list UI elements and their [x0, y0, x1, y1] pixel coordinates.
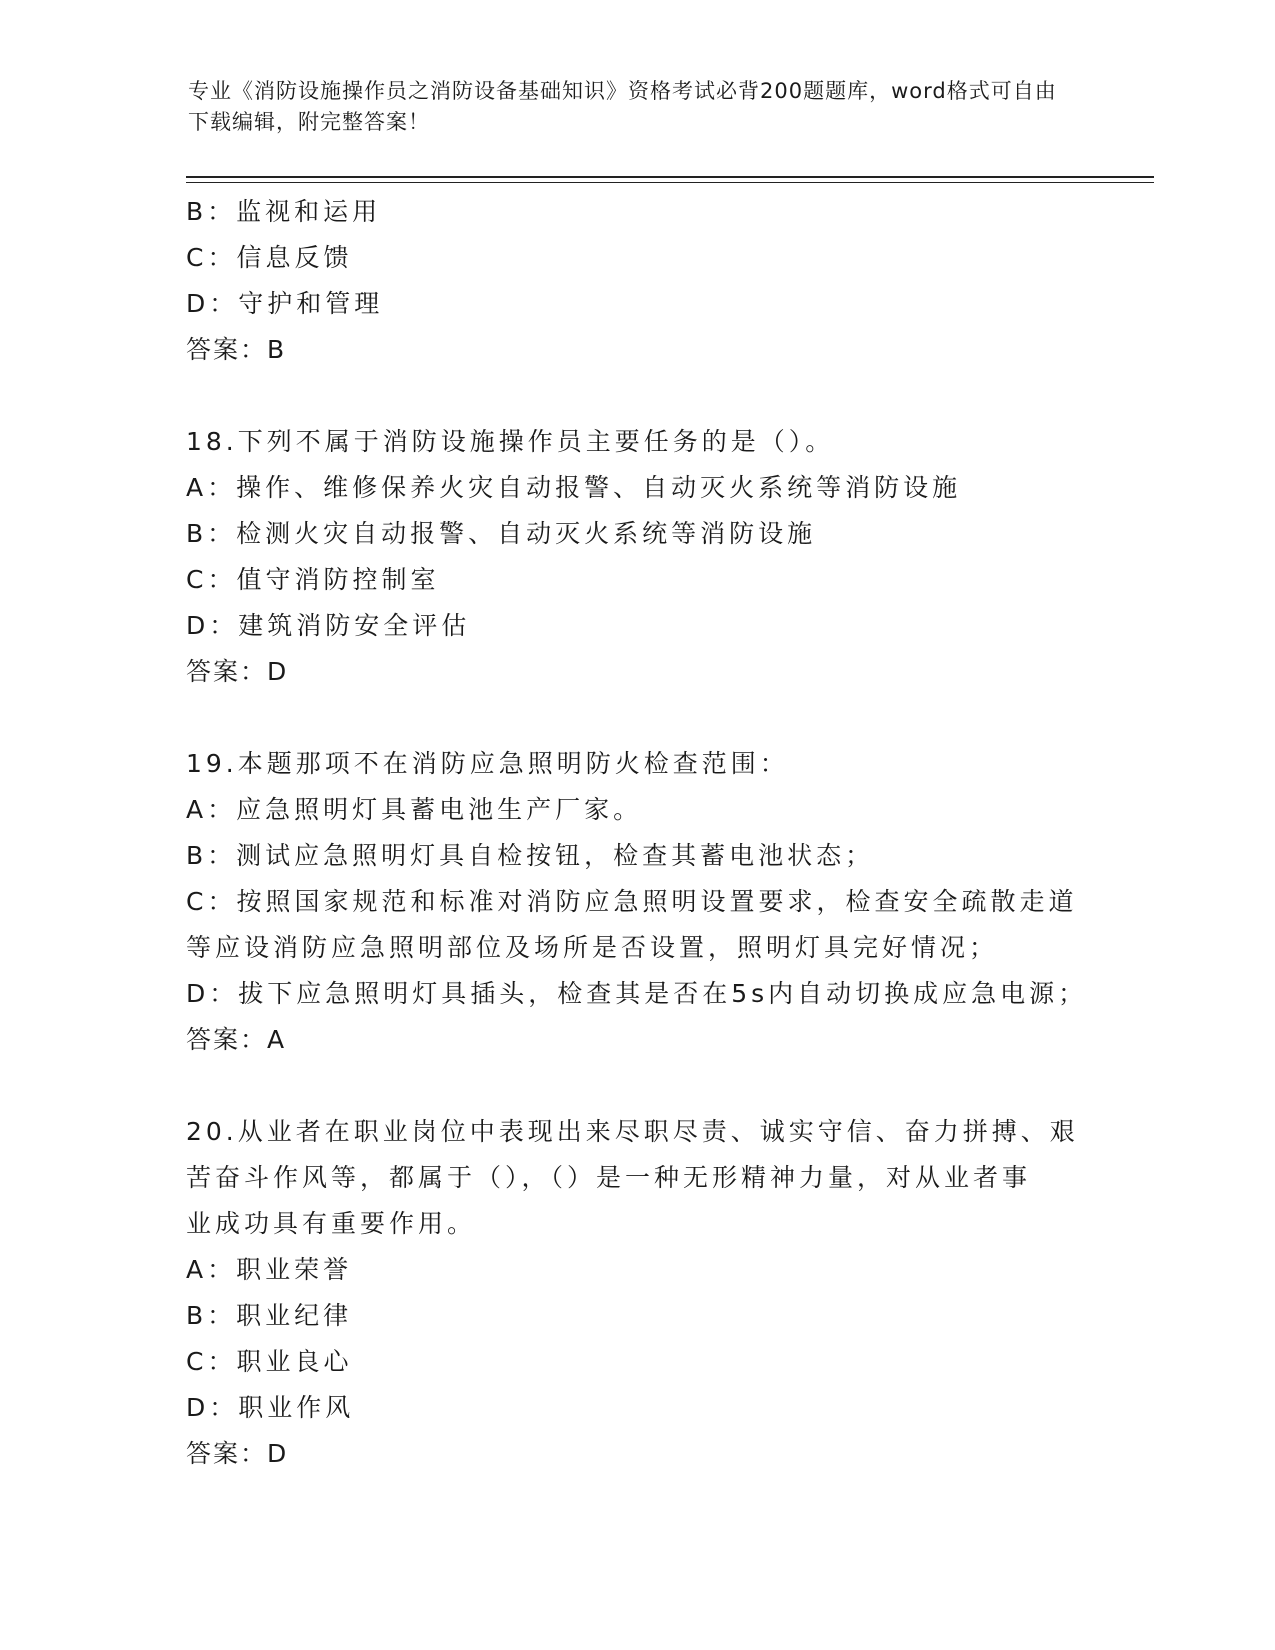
question-text-line-1: 20.从业者在职业岗位中表现出来尽职尽责、诚实守信、奋力拼搏、艰: [186, 1117, 1079, 1146]
document-header: 专业《消防设施操作员之消防设备基础知识》资格考试必背200题题库，word格式可自由下载编辑，附完整答案！: [188, 79, 1057, 134]
prev-question-block: [186, 189, 1086, 373]
option-b: B：监视和运用: [186, 197, 382, 226]
option-a: A：操作、维修保养火灾自动报警、自动灭火系统等消防设施: [186, 473, 962, 502]
option-d: D：职业作风: [186, 1393, 355, 1422]
option-b: B：检测火灾自动报警、自动灭火系统等消防设施: [186, 519, 817, 548]
spacer: [186, 695, 1086, 741]
option-d: D：拔下应急照明灯具插头，检查其是否在5s内自动切换成应急电源；: [186, 979, 1088, 1008]
answer-line: 答案：B: [186, 335, 287, 364]
question-19-block: [186, 741, 1086, 1063]
question-18-block: [186, 419, 1086, 695]
option-d: D：建筑消防安全评估: [186, 611, 471, 640]
option-a: A：职业荣誉: [186, 1255, 353, 1284]
option-a: A：应急照明灯具蓄电池生产厂家。: [186, 795, 643, 824]
question-text-line-3: 业成功具有重要作用。: [186, 1209, 477, 1238]
question-20-block: [186, 1109, 1086, 1477]
answer-line: 答案：D: [186, 657, 289, 686]
option-b: B：职业纪律: [186, 1301, 353, 1330]
question-text-line-2: 苦奋斗作风等，都属于（），（）是一种无形精神力量，对从业者事: [186, 1163, 1032, 1192]
option-c: C：信息反馈: [186, 243, 353, 272]
option-c: C：按照国家规范和标准对消防应急照明设置要求，检查安全疏散走道: [186, 887, 1078, 916]
option-d: D：守护和管理: [186, 289, 384, 318]
answer-line: 答案：D: [186, 1439, 289, 1468]
option-b: B：测试应急照明灯具自检按钮，检查其蓄电池状态；: [186, 841, 875, 870]
option-c: C：职业良心: [186, 1347, 353, 1376]
spacer: [186, 373, 1086, 419]
header-divider-thin: [186, 182, 1154, 183]
document-body: [186, 189, 1086, 1477]
option-c: C：值守消防控制室: [186, 565, 440, 594]
option-c-continued: 等应设消防应急照明部位及场所是否设置，照明灯具完好情况；: [186, 933, 999, 962]
question-text: 19.本题那项不在消防应急照明防火检查范围：: [186, 749, 789, 778]
spacer: [186, 1063, 1086, 1109]
answer-line: 答案：A: [186, 1025, 287, 1054]
header-divider-thick: [186, 176, 1154, 178]
question-text: 18.下列不属于消防设施操作员主要任务的是（）。: [186, 427, 835, 456]
